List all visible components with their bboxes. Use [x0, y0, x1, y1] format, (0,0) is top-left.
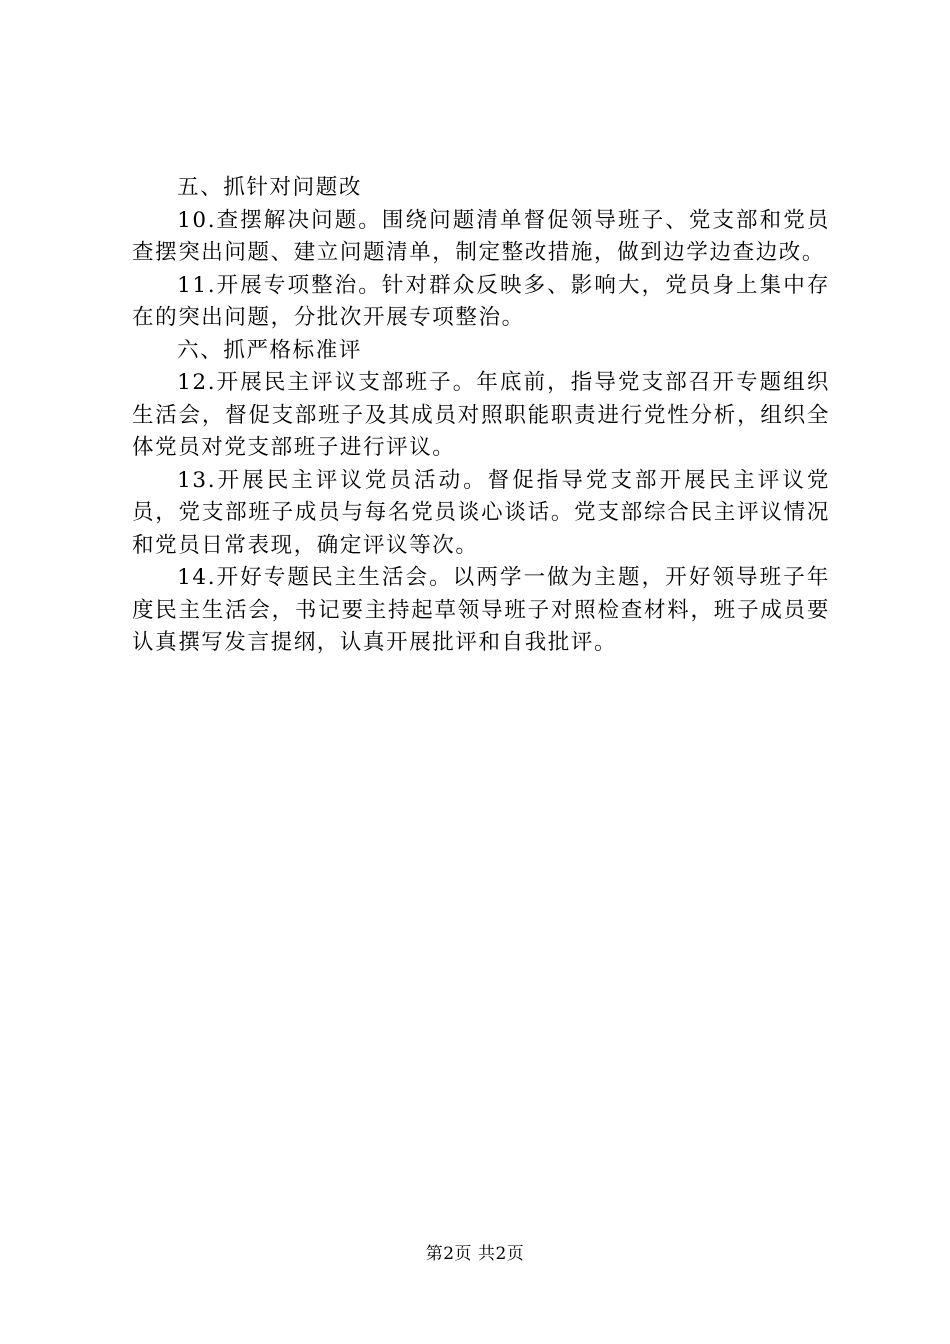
section-heading-five: 五、抓针对问题改 [177, 175, 362, 200]
paragraph-item-11: 11.开展专项整治。针对群众反映多、影响大，党员身上集中存在的突出问题，分批次开展专项整治。 [132, 272, 830, 330]
page-number-footer: 第2页 共2页 [425, 1244, 525, 1264]
section-heading-six: 六、抓严格标准评 [177, 337, 362, 363]
paragraph-item-14: 14.开好专题民主生活会。以两学一做为主题，开好领导班子年度民主生活会，书记要主持起草领导班子对照检查材料，班子成员要认真撰写发言提纲，认真开展批评和自我批评。 [132, 565, 830, 655]
document-body [132, 172, 830, 660]
paragraph-item-10: 10.查摆解决问题。围绕问题清单督促领导班子、党支部和党员查摆突出问题、建立问题清单，制定整改措施，做到边学边查边改。 [132, 207, 830, 265]
paragraph-item-13: 13.开展民主评议党员活动。督促指导党支部开展民主评议党员，党支部班子成员与每名党员谈心谈话。党支部综合民主评议情况和党员日常表现，确定评议等次。 [132, 467, 830, 558]
paragraph-item-12: 12.开展民主评议支部班子。年底前，指导党支部召开专题组织生活会，督促支部班子及其成员对照职能职责进行党性分析，组织全体党员对党支部班子进行评议。 [132, 370, 830, 460]
